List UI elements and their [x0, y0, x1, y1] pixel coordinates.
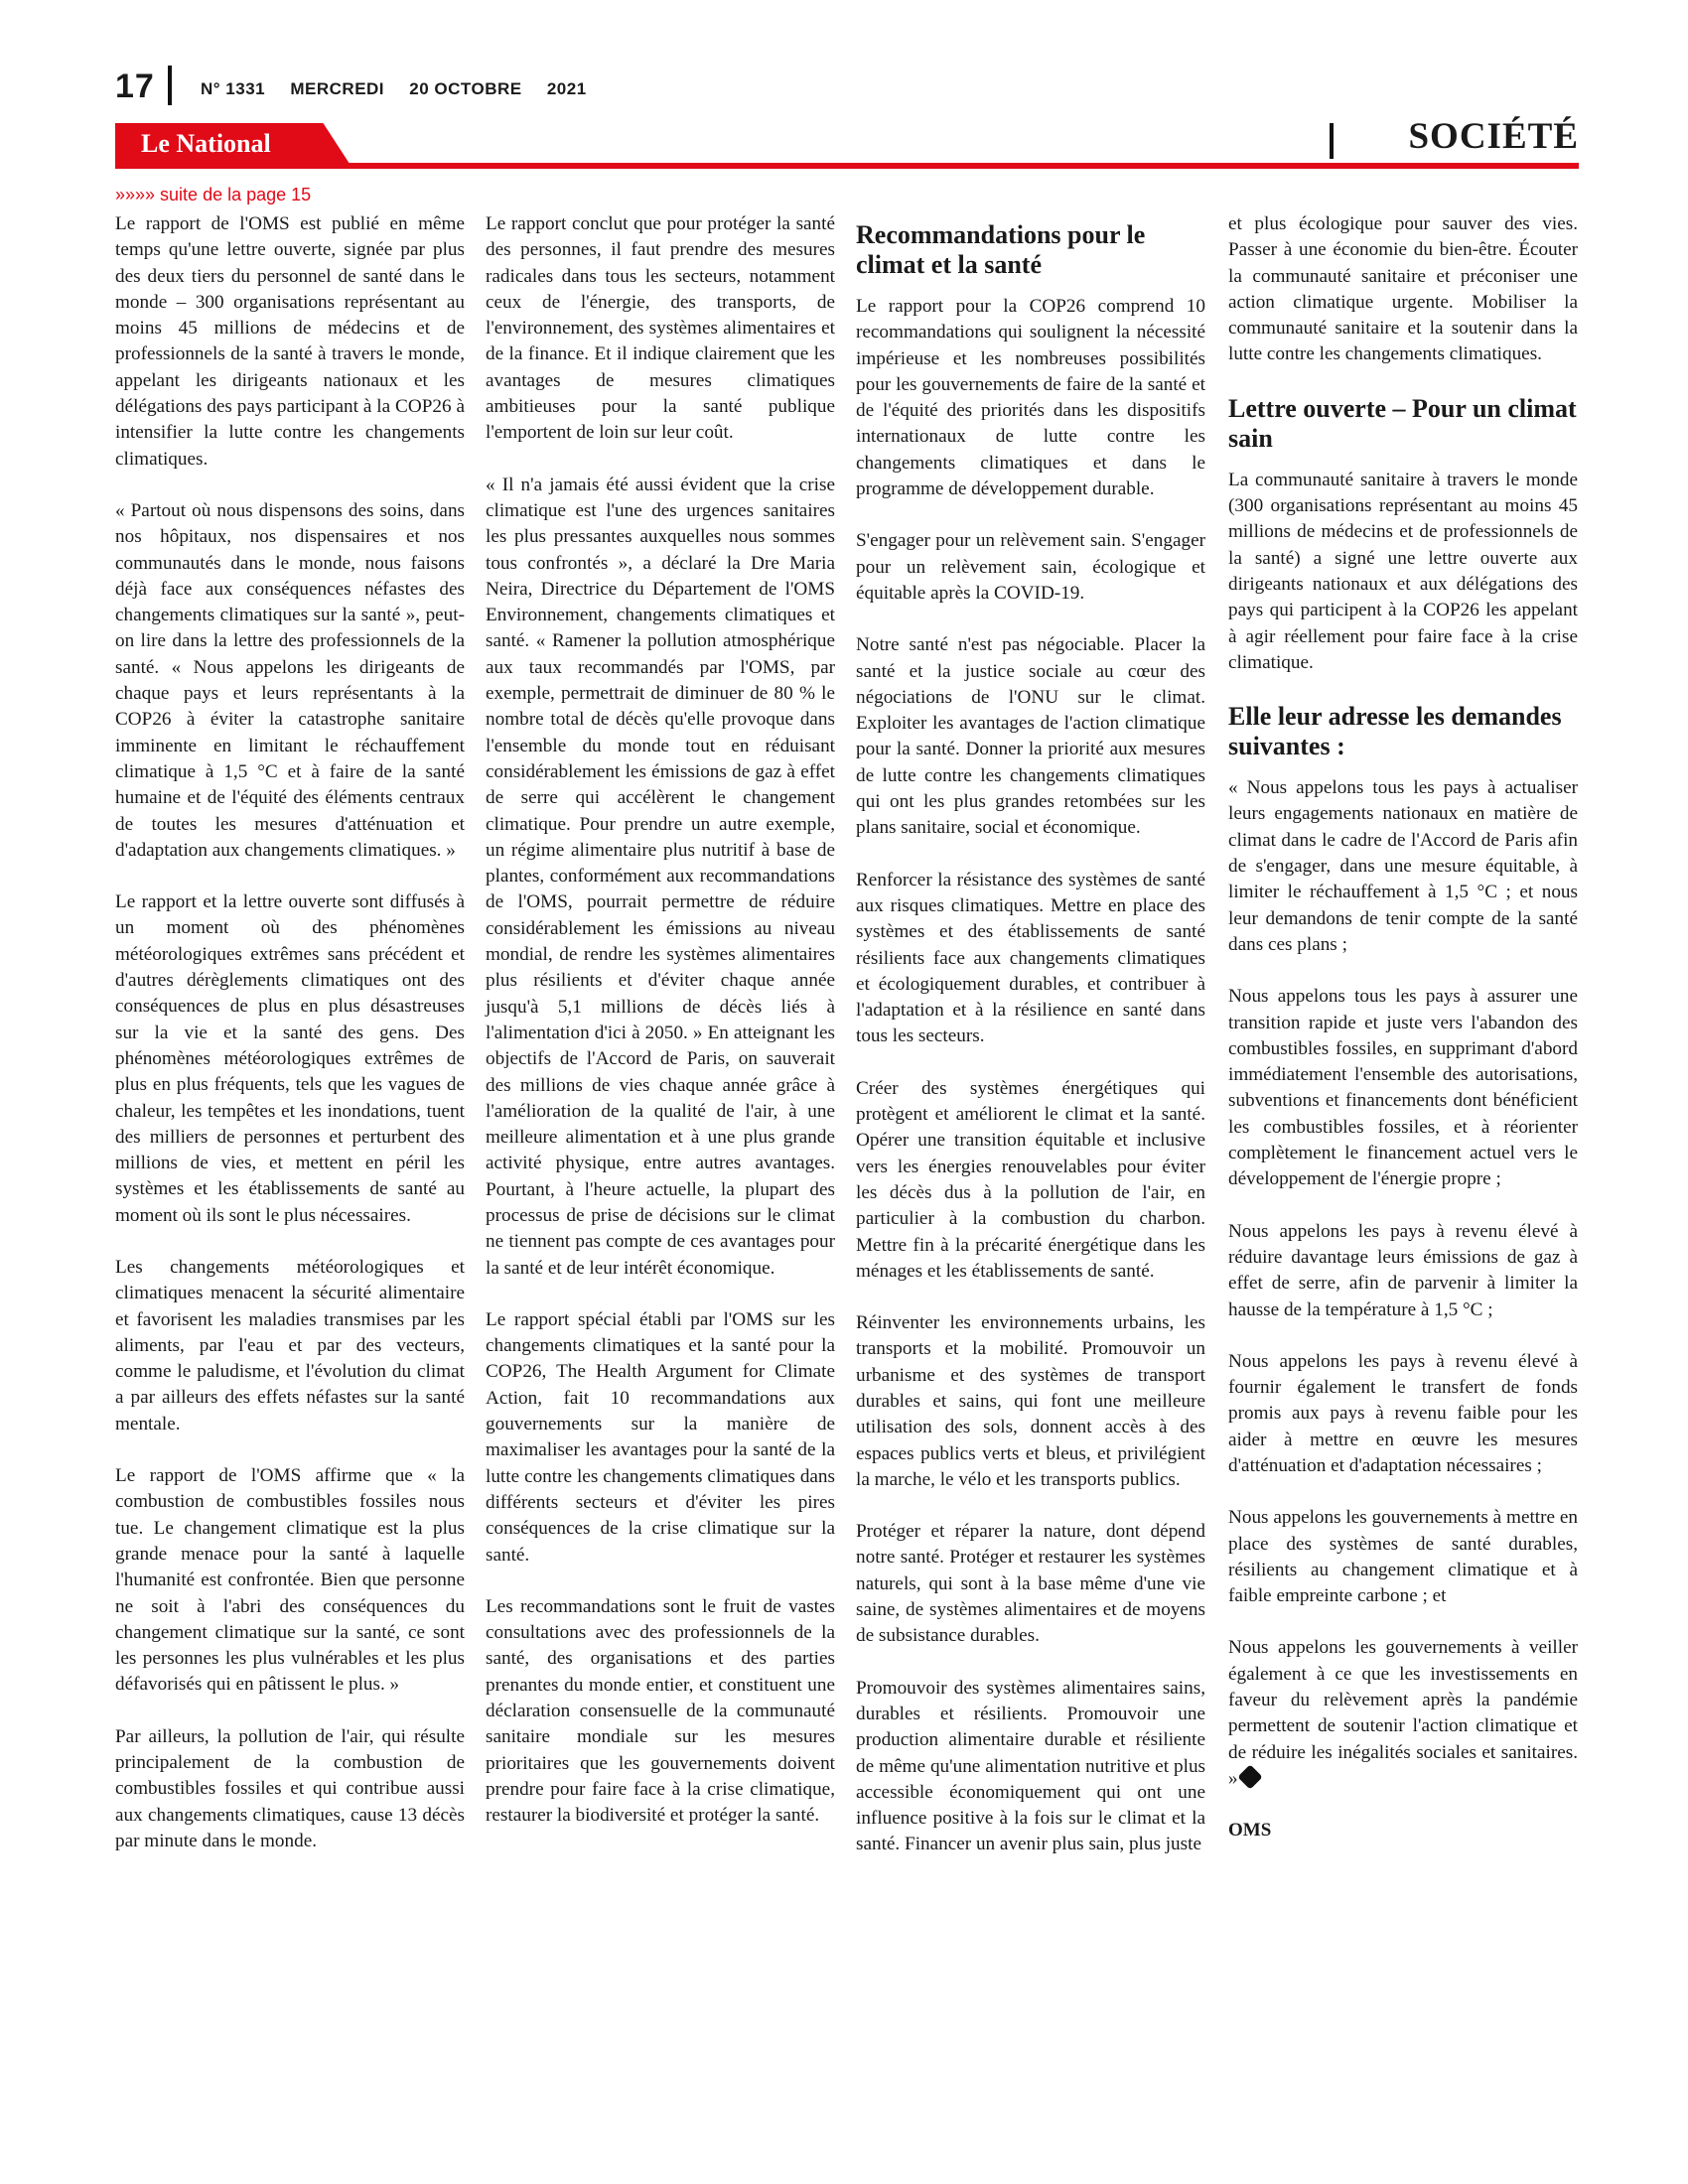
paragraph: « Il n'a jamais été aussi évident que la crise climatique est l'une des urgences sanitaires les plus pressantes auxquelles nous sommes tous confrontés », a déclaré la Dre Maria Neira, Directrice du Département de l'OMS Environnement, changements climatiques et santé. « Ramener la pollution atmosphérique aux taux recommandés par l'OMS, par exemple, permettrait de diminuer de 80 % le nombre total de décès qu'elle provoque dans l'ensemble du monde tout en réduisant considérablement les émissions de gaz à effet de serre qui accélèrent le changement climatique. Pour prendre un autre exemple, un régime alimentaire plus nutritif à base de plantes, conformément aux recommandations de l'OMS, pourrait permettre de réduire considérablement les émissions au niveau mondial, de rendre les systèmes alimentaires plus résilients et d'éviter chaque année jusqu'à 5,1 millions de décès liés à l'alimentation d'ici à 2050. » En atteignant les objectifs de l'Accord de Paris, on sauverait des millions de vies chaque année grâce à l'amélioration de la qualité de l'air, à une meilleure alimentation et à une plus grande activité physique, entre autres avantages. Pourtant, à l'heure actuelle, la plupart des processus de prise de décisions sur le climat ne tiennent pas compte de ces avantages pour la santé et de leur intérêt économique. — [486, 474, 835, 1279]
paragraph: Les recommandations sont le fruit de vastes consultations avec des professionnels de la santé, des organisations et des parties prenantes du monde entier, et constituent une déclaration consensuelle de la communauté sanitaire mondiale sur les mesures prioritaires que les gouvernements doivent prendre pour faire face à la crise climatique, restaurer la biodiversité et protéger la santé. — [486, 1595, 835, 1827]
section-title: SOCIÉTÉ — [1408, 116, 1579, 157]
issue-date: 20 OCTOBRE — [409, 79, 522, 98]
final-paragraph — [1228, 1635, 1578, 1792]
article-column-3 — [856, 220, 1205, 1884]
paragraph: « Partout où nous dispensons des soins, dans nos hôpitaux, nos dispensaires et nos communautés dans le monde, nous faisons déjà face aux conséquences néfastes des changements climatiques sur la santé », peut-on lire dans la lettre des professionnels de la santé. « Nous appelons les dirigeants de chaque pays et leurs représentants à la COP26 à éviter la catastrophe sanitaire imminente en limitant le réchauffement climatique à 1,5 °C et à faire de la santé humaine et de l'équité des éléments centraux de toutes les mesures d'atténuation et d'adaptation aux changements climatiques. » — [115, 499, 465, 861]
paragraph: Par ailleurs, la pollution de l'air, qui résulte principalement de la combustion de combustibles fossiles et qui contribue aussi aux changements climatiques, cause 13 décès par minute dans le monde. — [115, 1725, 465, 1851]
paragraph: Renforcer la résistance des systèmes de santé aux risques climatiques. Mettre en place des systèmes et des établissements de santé résilients face aux changements climatiques et écologiquement durables, et contribuer à l'adaptation et à la résilience en santé dans tous les secteurs. — [856, 869, 1205, 1047]
article-column-1 — [115, 211, 465, 1880]
page-number-divider — [168, 66, 172, 105]
paragraph: Protéger et réparer la nature, dont dépend notre santé. Protéger et restaurer les systèmes naturels, qui sont à la base même d'une vie saine, de systèmes alimentaires et de moyens de subsistance durables. — [856, 1521, 1205, 1647]
subheading-demands: Elle leur adresse les demandes suivantes : — [1228, 702, 1562, 761]
paragraph: Le rapport de l'OMS est publié en même temps qu'une lettre ouverte, signée par plus des deux tiers du personnel de santé dans le monde – 300 organisations représentant au moins 45 millions de médecins et de professionnels de la santé à travers le monde, appelant les dirigeants nationaux et les délégations des pays participant à la COP26 à intensifier la lutte contre les changements climatiques. — [115, 213, 465, 470]
paragraph: Le rapport de l'OMS affirme que « la combustion de combustibles fossiles nous tue. Le changement climatique est la plus grande menace pour la santé à laquelle l'humanité est confrontée. Bien que personne ne soit à l'abri des conséquences du changement climatique sur la santé, ce sont les personnes les plus vulnérables et les plus défavorisés qui en pâtissent le plus. » — [115, 1465, 465, 1696]
demand-item: Nous appelons tous les pays à assurer une transition rapide et juste vers l'abandon des combustibles fossiles, en supprimant d'abord immédiatement l'ensemble des autorisations, subventions et financements dont bénéficient les combustibles fossiles, et à réorienter complètement le financement actuel vers le développement de l'énergie propre ; — [1228, 986, 1578, 1190]
article-column-4 — [1228, 211, 1578, 1844]
paragraph: Le rapport pour la COP26 comprend 10 recommandations qui soulignent la nécessité impérieuse et les nombreuses possibilités pour les gouvernements de faire de la santé et de l'équité des priorités dans les dispositifs internationaux de lutte contre les changements climatiques et dans le programme de développement durable. — [856, 296, 1205, 500]
paragraph: S'engager pour un relèvement sain. S'engager pour un relèvement sain, écologique et équitable après la COVID-19. — [856, 530, 1205, 604]
paragraph: Le rapport et la lettre ouverte sont diffusés à un moment où des phénomènes météorologiques extrêmes sans précédent et d'autres dérèglements climatiques ont des conséquences de plus en plus désastreuses sur la vie et la santé des gens. Des phénomènes météorologiques extrêmes de plus en plus fréquents, tels que les vagues de chaleur, les tempêtes et les inondations, tuent des milliers de personnes et perturbent des millions de vies, et mettent en péril les systèmes et les établissements de santé au moment où ils sont le plus nécessaires. — [115, 891, 465, 1226]
brand-banner — [115, 123, 352, 167]
issue-line — [201, 79, 607, 99]
paragraph: Notre santé n'est pas négociable. Placer la santé et la justice sociale au cœur des négociations de l'ONU sur le climat. Exploiter les avantages de l'action climatique pour la santé. Donner la priorité aux mesures de lutte contre les changements climatiques qui ont les plus grandes retombées sur les plans sanitaire, social et économique. — [856, 634, 1205, 839]
paragraph: et plus écologique pour sauver des vies. Passer à une économie du bien-être. Écouter la communauté sanitaire et préconiser une action climatique urgente. Mobiliser la communauté sanitaire et la soutenir dans la lutte contre les changements climatiques. — [1228, 213, 1578, 365]
paragraph: Les changements météorologiques et climatiques menacent la sécurité alimentaire et favorisent les maladies transmises par les aliments, par l'eau et par des vecteurs, comme le paludisme, et l'évolution du climat a par ailleurs des effets néfastes sur la santé mentale. — [115, 1256, 465, 1434]
brand-logo-text: Le National — [141, 129, 271, 158]
final-paragraph-text: Nous appelons les gouvernements à veiller également à ce que les investissements en faveur du relèvement après la pandémie permettent de soutenir l'action climatique et de réduire les inégalités sociales et sanitaires. » — [1228, 1637, 1578, 1789]
page-number: 17 — [115, 68, 155, 105]
paragraph: Le rapport spécial établi par l'OMS sur les changements climatiques et la santé pour la COP26, The Health Argument for Climate Action, fait 10 recommandations aux gouvernements sur la manière de maximaliser les avantages pour la santé de la lutte contre les changements climatiques dans différents secteurs et d'éviter les pires conséquences de la crise climatique sur la santé. — [486, 1308, 835, 1566]
paragraph: La communauté sanitaire à travers le monde (300 organisations représentant au moins 45 millions de médecins et de professionnels de la santé) a signé une lettre ouverte aux dirigeants nationaux et aux délégations des pays qui participent à la COP26 les appelant à agir réellement pour faire face à la crise climatique. — [1228, 469, 1578, 673]
issue-year: 2021 — [546, 79, 587, 98]
article-column-2 — [486, 211, 835, 1855]
article-author: OMS — [1228, 1820, 1272, 1842]
section-divider — [1330, 123, 1334, 159]
subheading-recommendations: Recommandations pour le climat et la santé — [856, 220, 1146, 279]
end-of-article-icon — [1237, 1764, 1262, 1789]
header-rule — [115, 163, 1579, 169]
issue-number: N° 1331 — [201, 79, 266, 98]
paragraph: Le rapport conclut que pour protéger la santé des personnes, il faut prendre des mesures radicales dans tous les secteurs, notamment ceux de l'énergie, des transports, de l'environnement, des systèmes alimentaires et de la finance. Et il indique clairement que les avantages de mesures climatiques ambitieuses pour la santé publique l'emportent de loin sur leur coût. — [486, 213, 835, 444]
paragraph: Créer des systèmes énergétiques qui protègent et améliorent le climat et la santé. Opérer une transition équitable et inclusive vers les énergies renouvelables pour éviter les décès dus à la pollution de l'air, en particulier à la combustion du charbon. Mettre fin à la précarité énergétique dans les ménages et les établissements de santé. — [856, 1077, 1205, 1282]
issue-weekday: MERCREDI — [290, 79, 385, 98]
paragraph: Promouvoir des systèmes alimentaires sains, durables et résilients. Promouvoir une production alimentaire durable et résiliente de même qu'une alimentation nutritive et plus accessible économiquement qui ont une influence positive à la fois sur le climat et la santé. Financer un avenir plus sain, plus juste — [856, 1677, 1205, 1855]
demand-item: « Nous appelons tous les pays à actualiser leurs engagements nationaux en matière de climat dans le cadre de l'Accord de Paris afin de s'engager, dans une mesure équitable, à limiter le réchauffement à 1,5 °C ; et nous leur demandons de tenir compte de la santé dans ces plans ; — [1228, 777, 1578, 955]
paragraph: Réinventer les environnements urbains, les transports et la mobilité. Promouvoir un urbanisme et des systèmes de transport durables et sains, qui font une meilleure utilisation des sols, donnent accès à des espaces publics verts et bleus, et privilégient la marche, le vélo et les transports publics. — [856, 1312, 1205, 1490]
continued-from-note: »»»» suite de la page 15 — [115, 185, 312, 205]
subheading-open-letter: Lettre ouverte – Pour un climat sain — [1228, 393, 1577, 453]
demand-item: Nous appelons les pays à revenu élevé à fournir également le transfert de fonds promis aux pays à revenu faible pour les aider à mettre en œuvre les mesures d'atténuation et d'adaptation nécessaires ; — [1228, 1350, 1578, 1476]
demand-item: Nous appelons les pays à revenu élevé à réduire davantage leurs émissions de gaz à effet de serre, afin de parvenir à limiter la hausse de la température à 1,5 °C ; — [1228, 1220, 1578, 1320]
demand-item: Nous appelons les gouvernements à mettre en place des systèmes de santé durables, résilients au changement climatique et à faible empreinte carbone ; et — [1228, 1507, 1578, 1607]
